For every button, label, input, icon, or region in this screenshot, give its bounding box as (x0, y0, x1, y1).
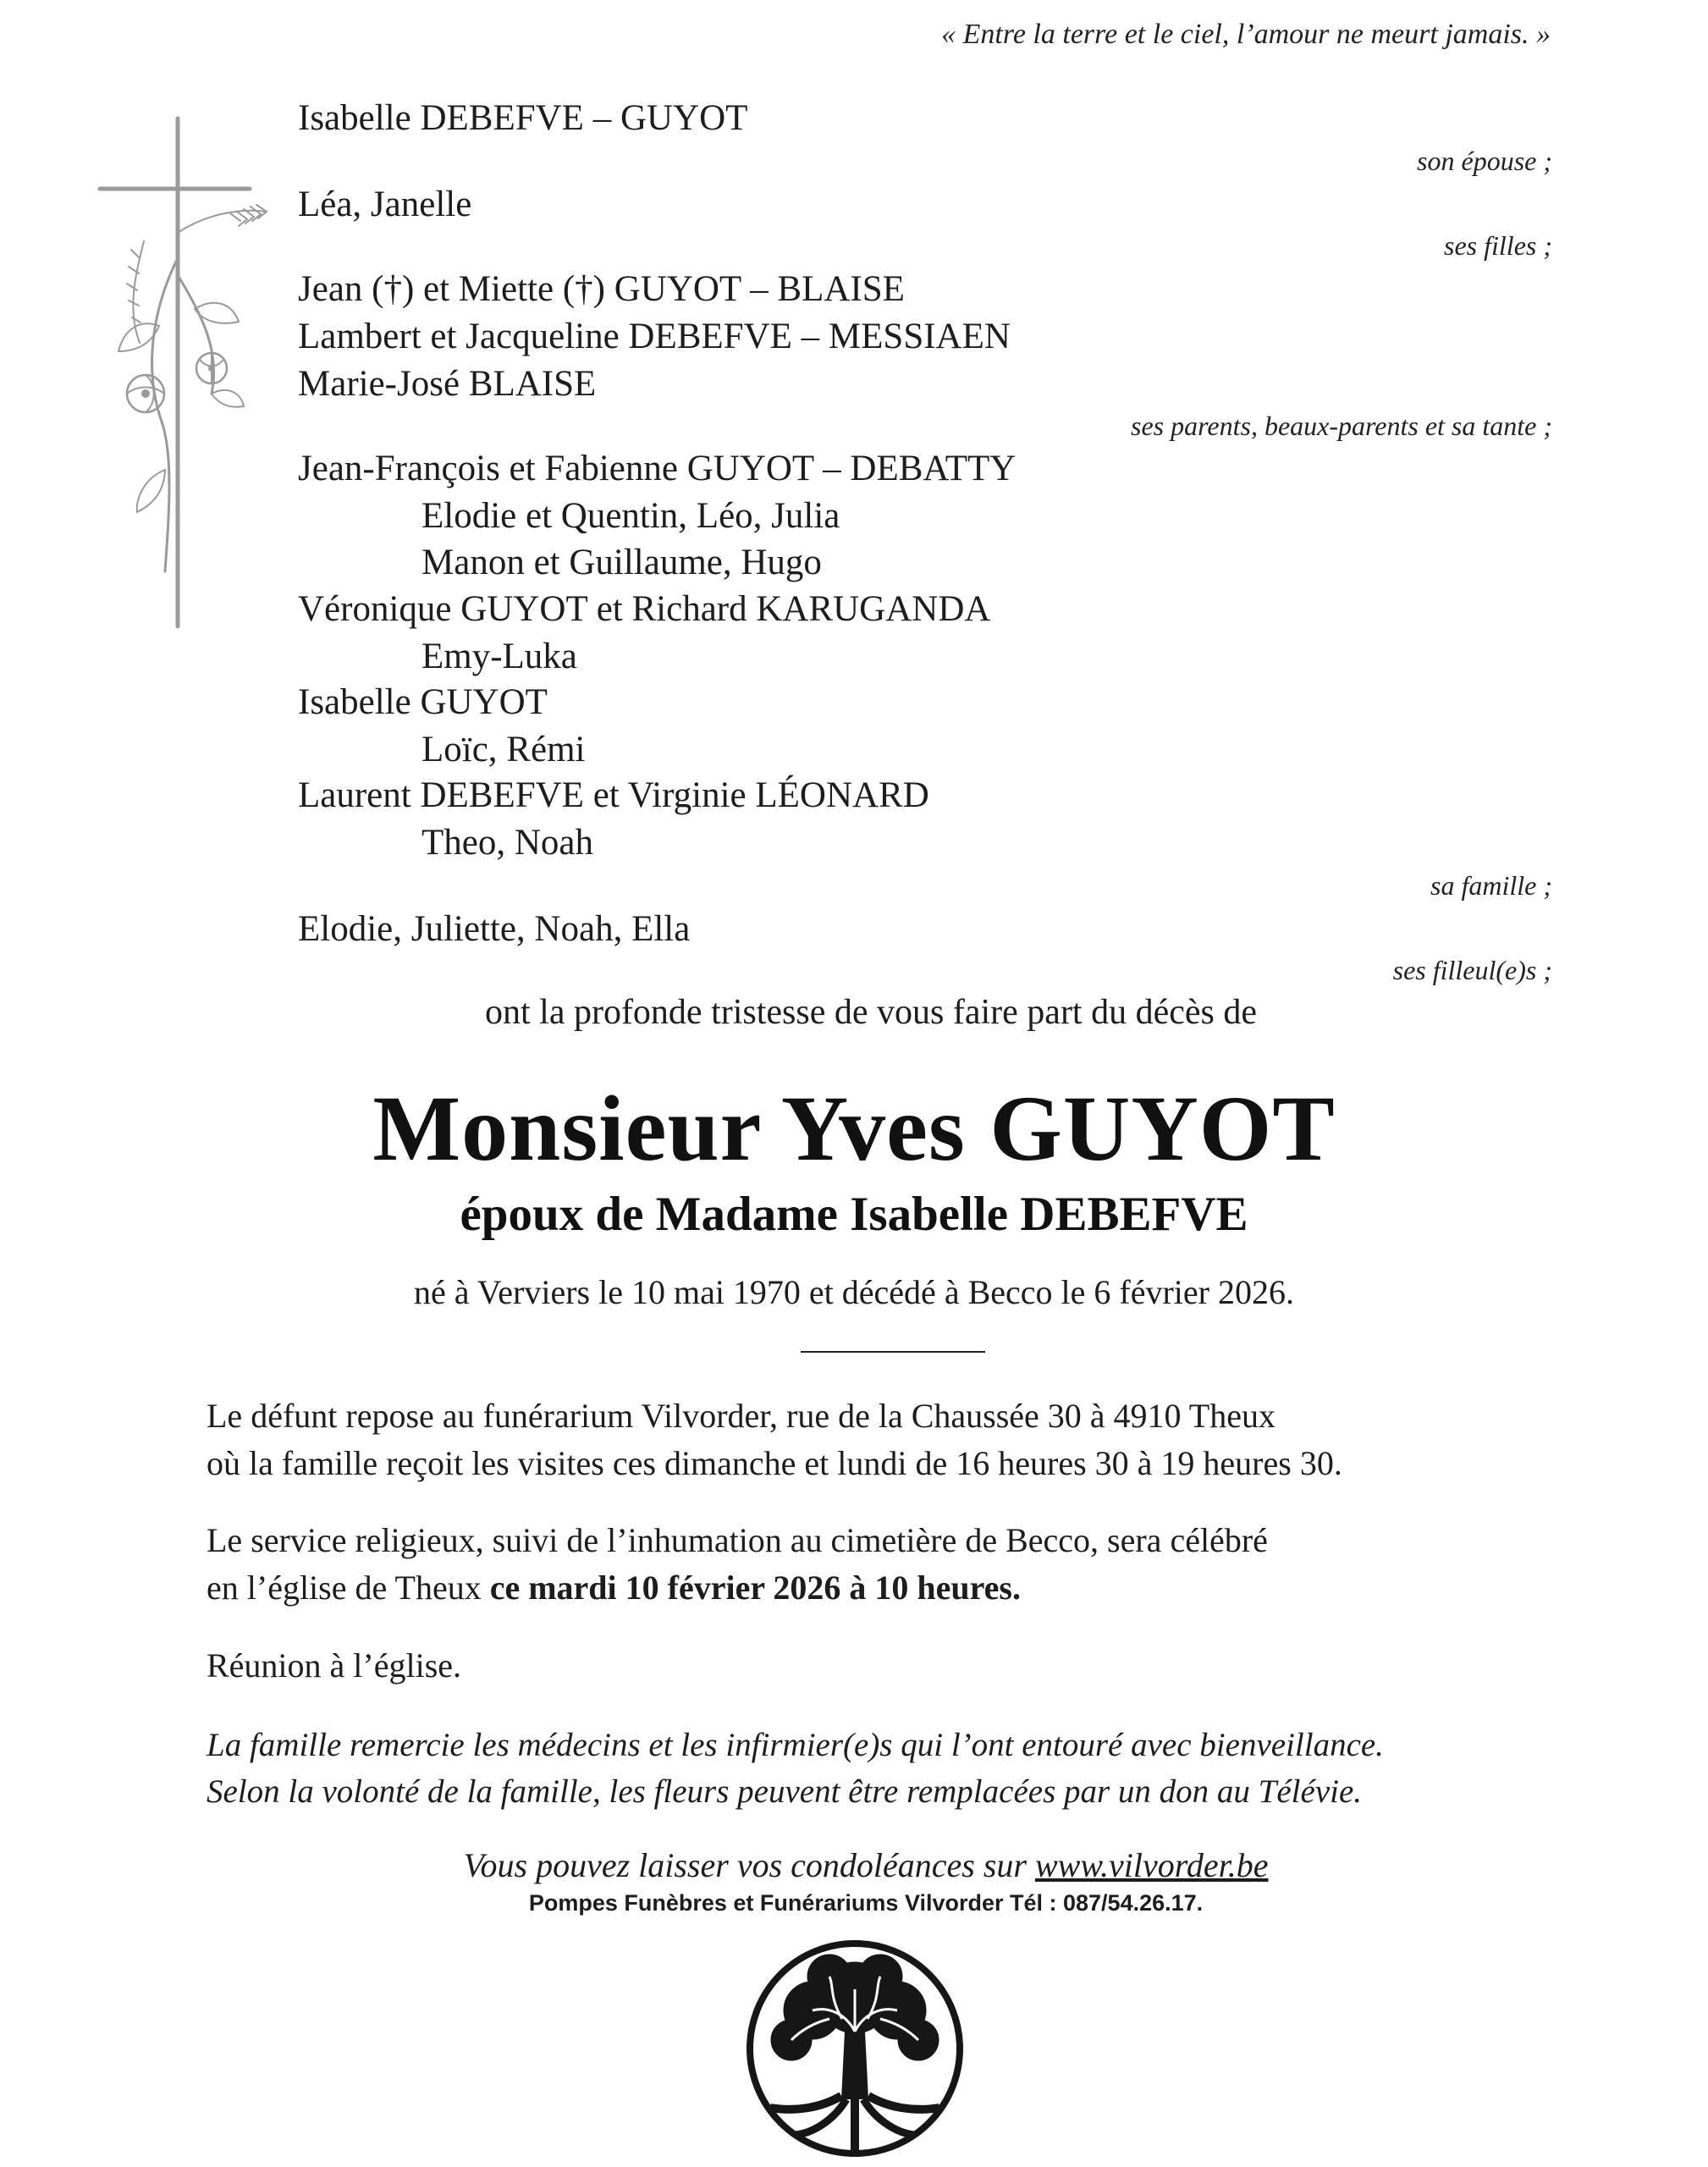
spouse-of: époux de Madame Isabelle DEBEFVE (460, 1188, 1248, 1241)
sibling-line-7: Loïc, Rémi (421, 730, 586, 769)
birth-death-line: né à Verviers le 10 mai 1970 et décédé à Becco le 6 février 2026. (414, 1273, 1294, 1311)
repose-line-2: où la famille reçoit les visites ces dimanche et lundi de 16 heures 30 à 19 heures 30. (207, 1444, 1342, 1482)
family-role: sa famille ; (1430, 870, 1552, 901)
parents-line-3: Marie-José BLAISE (298, 364, 597, 404)
service-line-2 (207, 1564, 1268, 1612)
sibling-line-2: Elodie et Quentin, Léo, Julia (421, 496, 840, 536)
sibling-line-8: Laurent DEBEFVE et Virginie LÉONARD (298, 775, 929, 815)
spouse-name: Isabelle DEBEFVE – GUYOT (298, 98, 748, 138)
sibling-line-4: Véronique GUYOT et Richard KARUGANDA (298, 589, 991, 629)
condolences-line (0, 1845, 1708, 1885)
daughters-role: ses filles ; (1444, 230, 1552, 261)
service-date: ce mardi 10 février 2026 à 10 heures. (489, 1569, 1021, 1607)
daughters-names: Léa, Janelle (298, 185, 472, 224)
thanks-line-2: Selon la volonté de la famille, les fleurs peuvent être remplacées par un don au Télévie. (207, 1773, 1363, 1810)
sibling-line-3: Manon et Guillaume, Hugo (421, 543, 822, 582)
thanks-paragraph (207, 1722, 1384, 1815)
sibling-line-6: Isabelle GUYOT (298, 682, 548, 722)
service-line-1: Le service religieux, suivi de l’inhumation au cimetière de Becco, sera célébré (207, 1521, 1268, 1559)
epigraph-quote: « Entre la terre et le ciel, l’amour ne meurt jamais. » (941, 19, 1551, 50)
godchildren-names: Elodie, Juliette, Noah, Ella (298, 909, 691, 949)
condolences-prefix: Vous pouvez laisser vos condoléances sur (463, 1846, 1035, 1884)
sibling-line-1: Jean-François et Fabienne GUYOT – DEBATTY (298, 449, 1017, 488)
service-line-2-prefix: en l’église de Theux (207, 1569, 490, 1607)
funeral-home-footer: Pompes Funèbres et Funérariums Vilvorder Tél : 087/54.26.17. (528, 1890, 1204, 1916)
divider (801, 1351, 985, 1353)
reunion-text: Réunion à l’église. (207, 1646, 462, 1685)
deceased-name: Monsieur Yves GUYOT (372, 1077, 1336, 1180)
tree-of-life-icon (745, 1938, 965, 2159)
repose-paragraph (207, 1392, 1342, 1487)
thanks-line-1: La famille remercie les médecins et les infirmier(e)s qui l’ont entouré avec bienveillance. (207, 1727, 1384, 1763)
godchildren-role: ses filleul(e)s ; (1392, 955, 1552, 985)
cross-with-flowers-icon (93, 114, 288, 631)
sibling-line-9: Theo, Noah (421, 823, 593, 863)
condolences-link[interactable]: www.vilvorder.be (1034, 1846, 1269, 1884)
parents-role: ses parents, beaux-parents et sa tante ; (1131, 411, 1552, 441)
parents-line-2: Lambert et Jacqueline DEBEFVE – MESSIAEN (298, 317, 1011, 356)
spouse-role: son épouse ; (1417, 146, 1552, 176)
parents-line-1: Jean (†) et Miette (†) GUYOT – BLAISE (298, 269, 905, 309)
repose-line-1: Le défunt repose au funérarium Vilvorder, rue de la Chaussée 30 à 4910 Theux (207, 1397, 1275, 1435)
announcement-text: ont la profonde tristesse de vous faire part du décès de (484, 993, 1258, 1032)
service-paragraph (207, 1517, 1268, 1612)
sibling-line-5: Emy-Luka (421, 637, 577, 676)
